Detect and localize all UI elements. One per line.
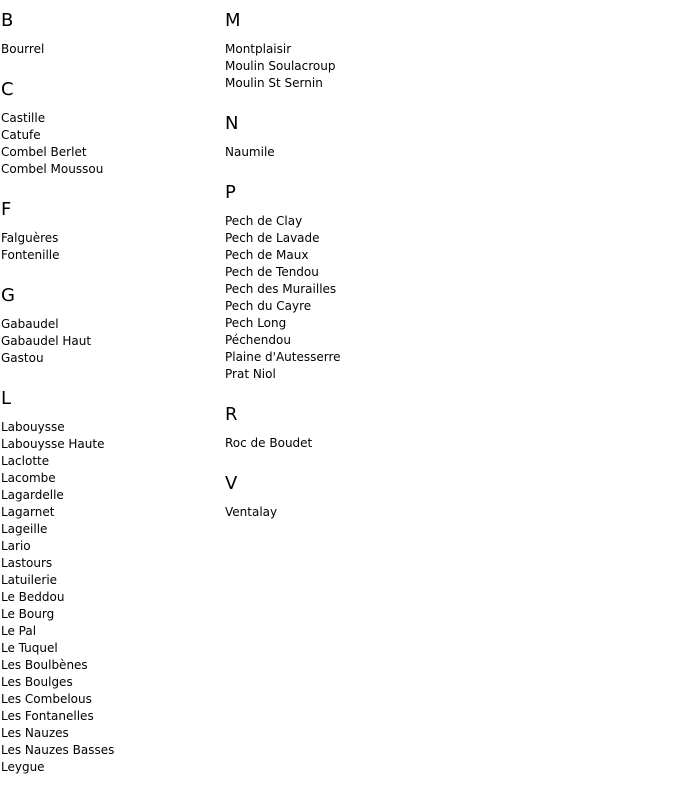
letter-group xyxy=(225,113,525,161)
place-link[interactable]: Pech de Tendou xyxy=(225,265,319,279)
place-link[interactable]: Les Nauzes xyxy=(1,726,69,740)
place-link[interactable]: Naumile xyxy=(225,145,275,159)
place-list xyxy=(1,419,221,776)
letter-heading: V xyxy=(225,473,238,494)
letter-heading: P xyxy=(225,182,236,203)
letter-heading: M xyxy=(225,10,241,31)
letter-group xyxy=(1,285,221,367)
place-link[interactable]: Labouysse xyxy=(1,420,65,434)
letter-heading: L xyxy=(1,388,12,409)
place-list xyxy=(1,230,221,264)
place-list xyxy=(225,213,525,383)
place-link[interactable]: Pech du Cayre xyxy=(225,299,312,313)
place-list xyxy=(1,110,221,178)
letter-group xyxy=(1,10,221,58)
place-link[interactable]: Les Boulbènes xyxy=(1,658,88,672)
letter-group xyxy=(225,10,525,92)
place-link[interactable]: Les Fontanelles xyxy=(1,709,94,723)
place-link[interactable]: Pech de Lavade xyxy=(225,231,320,245)
letter-group xyxy=(225,404,525,452)
place-link[interactable]: Catufe xyxy=(1,128,41,142)
letter-heading: N xyxy=(225,113,239,134)
place-link[interactable]: Lageille xyxy=(1,522,48,536)
place-link[interactable]: Lacombe xyxy=(1,471,56,485)
place-link[interactable]: Bourrel xyxy=(1,42,45,56)
place-link[interactable]: Roc de Boudet xyxy=(225,436,313,450)
place-link[interactable]: Lagardelle xyxy=(1,488,64,502)
place-link[interactable]: Combel Berlet xyxy=(1,145,87,159)
letter-group xyxy=(1,79,221,178)
place-list xyxy=(1,316,221,367)
place-link[interactable]: Castille xyxy=(1,111,46,125)
place-link[interactable]: Lastours xyxy=(1,556,53,570)
index-column-left xyxy=(1,0,221,797)
place-link[interactable]: Combel Moussou xyxy=(1,162,104,176)
place-list xyxy=(225,504,525,521)
place-link[interactable]: Pech des Murailles xyxy=(225,282,337,296)
place-link[interactable]: Gastou xyxy=(1,351,44,365)
letter-group xyxy=(1,388,221,776)
place-link[interactable]: Pech Long xyxy=(225,316,287,330)
place-link[interactable]: Falguères xyxy=(1,231,59,245)
letter-heading: G xyxy=(1,285,15,306)
place-list xyxy=(1,41,221,58)
place-link[interactable]: Leygue xyxy=(1,760,45,774)
place-link[interactable]: Fontenille xyxy=(1,248,60,262)
place-link[interactable]: Plaine d'Autesserre xyxy=(225,350,341,364)
letter-heading: R xyxy=(225,404,238,425)
place-link[interactable]: Le Tuquel xyxy=(1,641,58,655)
place-link[interactable]: Labouysse Haute xyxy=(1,437,105,451)
place-link[interactable]: Lario xyxy=(1,539,31,553)
place-link[interactable]: Les Nauzes Basses xyxy=(1,743,115,757)
index-column-right xyxy=(225,0,525,542)
place-link[interactable]: Les Boulges xyxy=(1,675,73,689)
place-link[interactable]: Montplaisir xyxy=(225,42,292,56)
place-link[interactable]: Prat Niol xyxy=(225,367,276,381)
place-link[interactable]: Ventalay xyxy=(225,505,278,519)
place-link[interactable]: Moulin Soulacroup xyxy=(225,59,336,73)
place-link[interactable]: Péchendou xyxy=(225,333,291,347)
letter-group xyxy=(225,473,525,521)
place-link[interactable]: Le Pal xyxy=(1,624,37,638)
place-link[interactable]: Latuilerie xyxy=(1,573,58,587)
letter-heading: F xyxy=(1,199,12,220)
place-link[interactable]: Les Combelous xyxy=(1,692,92,706)
place-link[interactable]: Le Beddou xyxy=(1,590,65,604)
letter-group xyxy=(1,199,221,264)
letter-heading: B xyxy=(1,10,14,31)
place-list xyxy=(225,144,525,161)
place-link[interactable]: Pech de Clay xyxy=(225,214,303,228)
letter-group xyxy=(225,182,525,383)
place-list xyxy=(225,435,525,452)
place-link[interactable]: Pech de Maux xyxy=(225,248,309,262)
place-link[interactable]: Le Bourg xyxy=(1,607,55,621)
place-link[interactable]: Moulin St Sernin xyxy=(225,76,323,90)
place-list xyxy=(225,41,525,92)
letter-heading: C xyxy=(1,79,14,100)
place-link[interactable]: Lagarnet xyxy=(1,505,55,519)
place-link[interactable]: Gabaudel xyxy=(1,317,59,331)
place-link[interactable]: Gabaudel Haut xyxy=(1,334,92,348)
place-link[interactable]: Laclotte xyxy=(1,454,50,468)
